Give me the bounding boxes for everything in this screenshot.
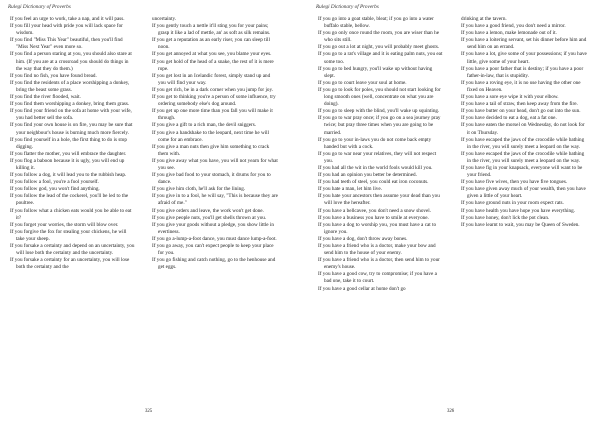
proverb-entry: If you follow god, you won't find anything. [10, 186, 100, 193]
proverb-entry: If you have a good friend, you don't need a mirror. [461, 23, 566, 30]
proverb-entry: If you give a man nuts then give him something to crack them with. [152, 143, 270, 157]
proverb-entry: If you go to bed hungry, you'll wake up without having slept. [318, 65, 433, 79]
proverb-entry: If you feel an urge to work, take a nap, and it will pass. [10, 16, 125, 22]
proverb-entry: If you flatter the mother, you will embrace the daughter. [10, 150, 127, 157]
proverb-entry: If you forget your worries, the storm will blow over. [10, 221, 119, 228]
proverb-entry: If you had an opinion you better be determined. [318, 172, 417, 179]
proverb-entry: If you have butter on your head, don't go out into the sun. [461, 108, 581, 115]
proverb-entry: If you gently touch a nettle it'll sting you for your pains; grasp it like a lad of mettle, an' as soft as silk remains. [152, 23, 271, 37]
proverb-entry: If you have five wives, then you have five tongues. [461, 179, 568, 186]
proverb-entry: If you give your goods without a pledge, you show little in evertiness. [152, 221, 274, 235]
proverb-entry: If you had teeth of steel, you could eat iron coconuts. [318, 179, 429, 186]
proverb-entry: If you go to your in-laws you do not come back empty handed but with a cock. [318, 136, 432, 150]
proverb-entry: If you give him cloth, he'll ask for the lining. [152, 186, 246, 193]
proverb-entry: uncertainty. [152, 16, 177, 22]
proverb-entry: If you get annoyed at what you see, you blame your eyes. [152, 51, 272, 58]
running-head: Rulegi Dictionary of Proverbs [316, 4, 379, 10]
left-column-1 [10, 16, 136, 271]
proverb-entry: If you have a roving eye, it is no use having the other one fixed on Heaven. [461, 79, 581, 93]
proverb-entry: If you find your friend on the sofa at home with your wife, you had better sell the sofa. [10, 108, 132, 122]
proverb-entry: If you go to war pray once; if you go on a sea journey pray twice; but pray three times when you are going to be married. [318, 115, 441, 136]
proverb-entry: If you follow the lead of the cockerel, you'll be led to the poultree. [10, 193, 129, 207]
proverb-entry: If you find them worshipping a donkey, bring them grass. [10, 101, 130, 108]
proverb-entry: If you had all the wit in the world fools would kill you. [318, 164, 433, 171]
proverb-entry: If you go to a rat's village and it is eating palm nuts, you eat some too. [318, 51, 443, 65]
proverb-entry: If you get rich, be in a dark corner when you jump for joy. [152, 86, 274, 93]
proverb-entry: If you go out a lot at night, you will probably meet ghosts. [318, 44, 440, 51]
proverb-entry: If you have escaped the jaws of the crocodile while bathing in the river, you will surely meet a leopard on the way. [461, 136, 585, 150]
proverb-entry: If you have honey, don't lick the pot clean. [461, 214, 550, 221]
proverb-entry: If you go to sleep with the blind, you'll wake up squinting. [318, 108, 440, 115]
proverb-entry: If you go to look for poles, you should not start looking for long smooth ones (well, concentrate on what you are doing). [318, 86, 441, 108]
proverb-entry: If you go to court leave your soul at home. [318, 79, 407, 86]
page-number: 326 [447, 409, 455, 414]
proverb-entry: If you follow what a chicken eats would you be able to eat it? [10, 207, 132, 221]
proverb-entry: If you have a good cow, try to compromise; if you have a bad one, take it to court. [318, 271, 437, 285]
right-column-2 [461, 16, 587, 229]
proverb-entry: If you have a loitering servant, set his dinner before him and send him on an errand. [461, 37, 587, 51]
right-column-1 [318, 16, 444, 293]
proverb-entry: If you get a reputation as an early riser, you can sleep till noon. [152, 37, 270, 51]
proverb-entry: If you give orders and leave, the work won't get done. [152, 207, 264, 214]
proverb-entry: If you have eaten the morsel on Wednesday, do not look for it on Thursday. [461, 122, 585, 136]
proverb-entry: If you give bad food to your stomach, it drums for you to dance. [152, 172, 271, 186]
proverb-entry: If you find a person staring at you, you should also stare at him. (If you are at a crossroad you should do things in the way that they do them.) [10, 51, 132, 72]
proverb-entry: If you have a poor father that is destiny; if you have a poor father-in-law, that is stupidity. [461, 65, 584, 79]
proverb-entry: If you have a friend who is a doctor, then send him to your enemy's house. [318, 257, 440, 271]
proverb-entry: If you go away, you can't expect people to keep your place for you. [152, 243, 274, 257]
proverb-entry: If you go a-lump-a-foot dance, you must dance lump-a-foot. [152, 235, 277, 242]
proverb-entry: If you give in to a fool, he will say, "This is because they are afraid of me." [152, 193, 278, 207]
proverb-entry: If you have a sore eye wipe it with your elbow. [461, 94, 559, 101]
proverb-entry: If you have a tail of straw, then keep away from the fire. [461, 101, 578, 108]
proverb-entry: drinking at the tavern. [461, 16, 507, 22]
proverb-entry: If you have a friend who is a doctor, make your bow and send him to the house of your enemy. [318, 243, 436, 257]
proverb-entry: If you forsake a certainty for an uncertainty, you will lose both the certainty and the [10, 257, 130, 271]
proverb-entry: If you forsake a certainty and depend on an uncertainty, you will lose both the certainty and the uncertainty. [10, 243, 135, 257]
proverb-entry: If you have a business you have to smile at everyone. [318, 214, 429, 221]
proverb-entry: If you give away what you have, you will not yearn for what you see. [152, 157, 278, 171]
proverb-entry: If you have escaped the jaws of the crocodile while bathing in the river, you will surely meet a leopard on the way. [461, 150, 585, 164]
proverb-entry: If you have health you have hope you have everything. [461, 207, 575, 214]
right-page [300, 0, 600, 424]
proverb-entry: If you follow a fool, you're a fool yourself. [10, 179, 99, 186]
proverb-entry: If you give a gift to a rich man, the devil sniggers. [152, 122, 257, 129]
proverb-entry: If you have a bellcavee, you don't need a snow shovel. [318, 207, 431, 214]
proverb-entry: If you find yourself in a hole, the first thing to do is stop digging. [10, 136, 127, 150]
proverb-entry: If you go into a goat stable, bleat; if you go into a water buffalo stable, bellow. [318, 16, 434, 30]
proverb-entry: If you follow a dog, it will lead you to the rubbish heap. [10, 172, 127, 179]
proverb-entry: If you have learnt to wait, you may be Queen of Sweden. [461, 221, 580, 228]
proverb-entry: If you have ground nuts in your room expect rats. [461, 200, 564, 207]
proverb-entry: If you get hold of the head of a snake, the rest of it is mere rope. [152, 58, 274, 72]
proverb-entry: If you get to thinking you're a person of some influence, try ordering somebody else's dog around. [152, 94, 276, 108]
proverb-entry: If you give people nuts, you'll get shells thrown at you. [152, 214, 267, 221]
proverb-entry: If you go to war near your relatives, they will not respect you. [318, 150, 437, 164]
proverb-entry: If you get up one more time than you fall you will make it through. [152, 108, 273, 122]
proverb-entry: If you go only once round the room, you are wiser than he who sits still. [318, 30, 439, 44]
proverb-entry: If you have given away much of your wealth, then you have given a little of your heart. [461, 186, 586, 200]
proverb-entry: If you find the residents of a place worshipping a donkey, bring the beast some grass. [10, 79, 130, 93]
proverb-entry: If you flog a baboon because it is ugly, you will end up killing it. [10, 157, 125, 171]
proverb-entry: If you get lost in an Icelandic forest, simply stand up and you will find your way. [152, 72, 271, 86]
proverb-entry: If you have a dog, don't throw away bones. [318, 235, 408, 242]
proverb-entry: If you have fig in your knapsack, everyone will want to be your friend. [461, 164, 583, 179]
proverb-entry: If you have a dog to worship you, you must have a cat to ignore you. [318, 221, 437, 235]
page-number: 325 [145, 409, 153, 414]
proverb-entry: If you have a lot, give some of your possessions; if you have little, give some of your heart. [461, 51, 587, 65]
proverb-entry: If you fill your head with pride you will lack space for wisdom. [10, 23, 123, 37]
proverb-entry: If you hate a man, let him live. [318, 186, 382, 193]
proverb-entry: If you give a handshake to the leopard, next time he will come for an embrace. [152, 129, 270, 143]
proverb-entry: If you find no fish, you have found bread. [10, 72, 97, 79]
running-head: Rulegi Dictionary of Proverbs [8, 4, 71, 10]
left-column-2 [152, 16, 278, 271]
proverb-entry: If you have a lemon, make lemonade out of it. [461, 30, 557, 37]
proverb-entry: If you find your own house is on fire, you may be sure that your neighbour's house is burning much more fiercely. [10, 122, 133, 136]
proverb-entry: If you have decided to eat a dog, eat a fat one. [461, 115, 557, 122]
proverb-entry: If you find "Miss This Year" beautiful, then you'll find "Miss Next Year" even more so. [10, 37, 123, 51]
proverb-entry: If you go fishing and catch nothing, go to the henhouse and get eggs. [152, 257, 276, 271]
proverb-entry: If you hate your ancestors then assume your dead than you will love the hereafter. [318, 193, 440, 207]
proverb-entry: If you forgive the fox for stealing your chickens, he will take your sheep. [10, 228, 127, 242]
proverb-entry: If you have a good cellar at home don't go [318, 285, 406, 292]
proverb-entry: If you find the river flooded, wait. [10, 94, 81, 101]
